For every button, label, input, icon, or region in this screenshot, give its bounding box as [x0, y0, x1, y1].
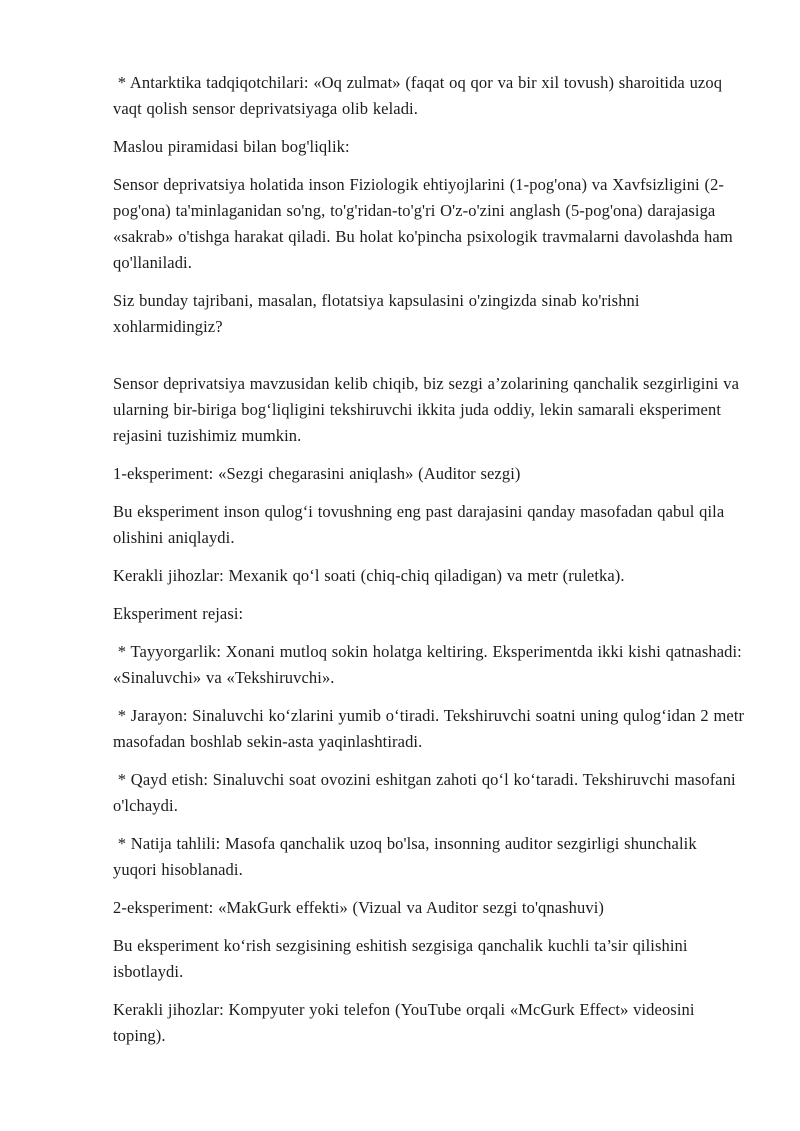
- bullet-paragraph-qayd-etish: * Qayd etish: Sinaluvchi soat ovozini eshitgan zahoti qo‘l ko‘taradi. Tekshiruvchi masofani o'lchaydi.: [113, 770, 741, 815]
- bullet-paragraph-natija-tahlili: * Natija tahlili: Masofa qanchalik uzoq bo'lsa, insonning auditor sezgirligi shunchalik yuqori hisoblanadi.: [113, 834, 702, 879]
- paragraph-maslou-heading: Maslou piramidasi bilan bog'liqlik:: [113, 137, 350, 156]
- paragraph-question: Siz bunday tajribani, masalan, flotatsiya kapsulasini o'zingizda sinab ko'rishni xohlarmidingiz?: [113, 291, 645, 336]
- paragraph-experiment2-title: 2-eksperiment: «MakGurk effekti» (Vizual va Auditor sezgi to'qnashuvi): [113, 898, 605, 917]
- bullet-paragraph-antarktika: * Antarktika tadqiqotchilari: «Oq zulmat» (faqat oq qor va bir xil tovush) sharoitida uzoq vaqt qolish sensor deprivatsiyaga olib keladi.: [113, 73, 727, 118]
- paragraph-experiment1-title: 1-eksperiment: «Sezgi chegarasini aniqlash» (Auditor sezgi): [113, 464, 521, 483]
- paragraph-experiment2-equipment: Kerakli jihozlar: Kompyuter yoki telefon (YouTube orqali «McGurk Effect» videosini toping).: [113, 1000, 700, 1045]
- paragraph-experiments-intro: Sensor deprivatsiya mavzusidan kelib chiqib, biz sezgi a’zolarining qanchalik sezgirligini va ularning bir-biriga bog‘liqligini tekshiruvchi ikkita juda oddiy, lekin samarali eksperiment rejasini tuzishimiz mumkin.: [113, 374, 744, 445]
- paragraph-experiment-plan-heading: Eksperiment rejasi:: [113, 604, 244, 623]
- bullet-paragraph-jarayon: * Jarayon: Sinaluvchi ko‘zlarini yumib o‘tiradi. Tekshiruvchi soatni uning qulog‘idan 2 metr masofadan boshlab sekin-asta yaqinlashtiradi.: [113, 706, 749, 751]
- paragraph-experiment1-description: Bu eksperiment inson qulog‘i tovushning eng past darajasini qanday masofadan qabul qila olishini aniqlaydi.: [113, 502, 730, 547]
- paragraph-maslou-body: Sensor deprivatsiya holatida inson Fiziologik ehtiyojlarini (1-pog'ona) va Xavfsizligini (2-pog'ona) ta'minlaganidan so'ng, to'g'ridan-to'g'ri O'z-o'zini anglash (5-pog'ona) darajasiga «sakrab» o'tishga harakat qiladi. Bu holat ko'pincha psixologik travmalarni davolashda ham qo'llaniladi.: [113, 175, 738, 272]
- bullet-paragraph-tayyorgarlik: * Tayyorgarlik: Xonani mutloq sokin holatga keltiring. Eksperimentda ikki kishi qatnashadi: «Sinaluvchi» va «Tekshiruvchi».: [113, 642, 747, 687]
- paragraph-experiment2-description: Bu eksperiment ko‘rish sezgisining eshitish sezgisiga qanchalik kuchli ta’sir qilishini isbotlaydi.: [113, 936, 693, 981]
- paragraph-experiment1-equipment: Kerakli jihozlar: Mexanik qo‘l soati (chiq-chiq qiladigan) va metr (ruletka).: [113, 566, 625, 585]
